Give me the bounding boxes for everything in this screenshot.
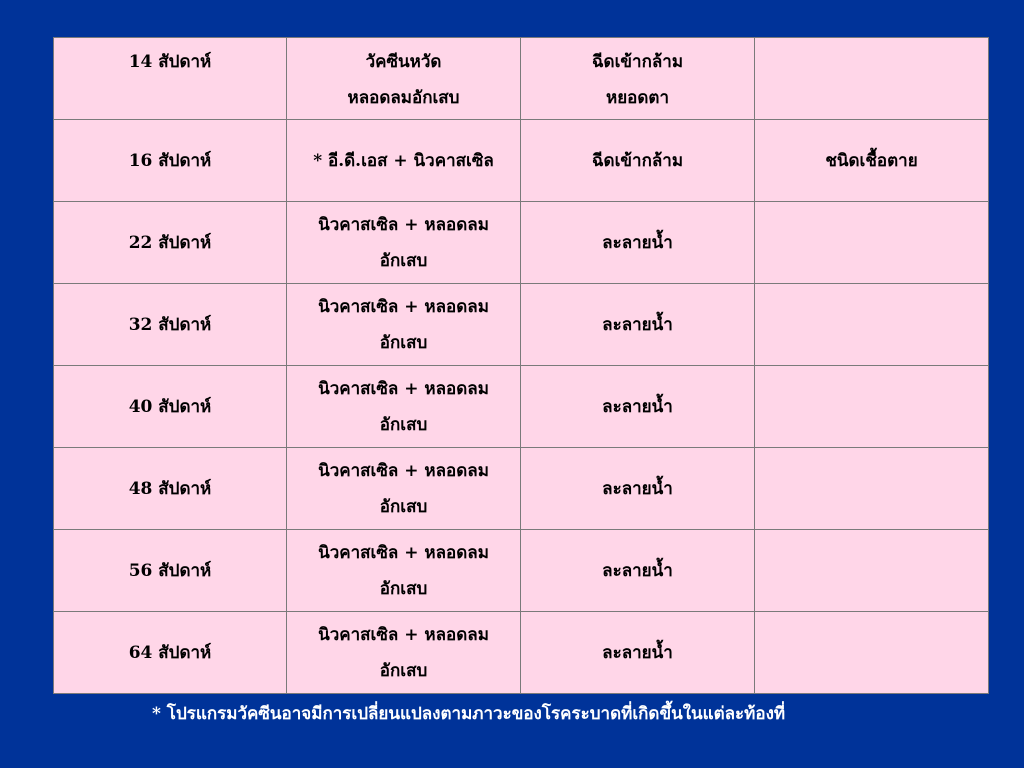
vaccine-text: นิวคาสเซิล + หลอดลม — [318, 378, 489, 399]
age-text: 64 สัปดาห์ — [128, 642, 212, 663]
vaccine-text: วัคซีนหวัด — [365, 52, 442, 72]
vaccine-text: นิวคาสเซิล + หลอดลม — [318, 542, 489, 563]
table-row — [54, 202, 989, 284]
method-cell — [521, 366, 755, 448]
method-text: ฉีดเข้ากล้าม — [591, 150, 684, 171]
footnote: * โปรแกรมวัคซีนอาจมีการเปลี่ยนแปลงตามภาวะของโรคระบาดที่เกิดขึ้นในแต่ละท้องที่ — [152, 704, 786, 724]
age-text: 16 สัปดาห์ — [128, 150, 212, 171]
age-cell — [54, 530, 287, 612]
age-text: 48 สัปดาห์ — [128, 478, 212, 499]
age-text: 14 สัปดาห์ — [128, 52, 212, 72]
method-text: หยอดตา — [605, 88, 669, 108]
method-text: ฉีดเข้ากล้าม — [591, 52, 684, 72]
vaccine-text: หลอดลมอักเสบ — [347, 88, 460, 108]
age-cell — [54, 202, 287, 284]
vaccine-cell — [287, 448, 521, 530]
vaccine-text: นิวคาสเซิล + หลอดลม — [318, 214, 489, 235]
vaccine-text: * อี.ดี.เอส + นิวคาสเซิล — [313, 150, 494, 171]
note-cell — [755, 202, 989, 284]
table-row — [54, 120, 989, 202]
age-cell — [54, 284, 287, 366]
vaccine-cell — [287, 284, 521, 366]
vaccine-text: อักเสบ — [379, 332, 428, 353]
method-cell — [521, 448, 755, 530]
method-text: ละลายน้ำ — [602, 232, 673, 253]
vaccine-cell — [287, 120, 521, 202]
note-cell — [755, 366, 989, 448]
method-text: ละลายน้ำ — [602, 642, 673, 663]
method-text: ละลายน้ำ — [602, 396, 673, 417]
table-row — [54, 530, 989, 612]
method-text: ละลายน้ำ — [602, 314, 673, 335]
method-cell — [521, 530, 755, 612]
vaccine-text: อักเสบ — [379, 414, 428, 435]
age-text: 22 สัปดาห์ — [128, 232, 212, 253]
vaccine-text: อักเสบ — [379, 578, 428, 599]
method-text: ละลายน้ำ — [602, 478, 673, 499]
vaccine-text: อักเสบ — [379, 660, 428, 681]
age-cell — [54, 448, 287, 530]
table-row — [54, 38, 989, 120]
vaccine-cell — [287, 38, 521, 120]
vaccination-schedule-table — [53, 37, 989, 694]
vaccine-text: อักเสบ — [379, 250, 428, 271]
age-cell — [54, 366, 287, 448]
method-cell — [521, 120, 755, 202]
table-row — [54, 366, 989, 448]
table-row — [54, 448, 989, 530]
note-cell — [755, 612, 989, 694]
age-text: 32 สัปดาห์ — [128, 314, 212, 335]
vaccine-text: นิวคาสเซิล + หลอดลม — [318, 296, 489, 317]
age-cell — [54, 120, 287, 202]
table-row — [54, 284, 989, 366]
age-text: 56 สัปดาห์ — [128, 560, 212, 581]
vaccine-cell — [287, 612, 521, 694]
vaccine-text: นิวคาสเซิล + หลอดลม — [318, 624, 489, 645]
note-text: ชนิดเชื้อตาย — [825, 150, 918, 171]
table-row — [54, 612, 989, 694]
note-cell — [755, 120, 989, 202]
method-cell — [521, 612, 755, 694]
vaccine-cell — [287, 530, 521, 612]
note-cell — [755, 284, 989, 366]
age-cell — [54, 612, 287, 694]
note-cell — [755, 530, 989, 612]
vaccine-text: นิวคาสเซิล + หลอดลม — [318, 460, 489, 481]
age-cell — [54, 38, 287, 120]
method-text: ละลายน้ำ — [602, 560, 673, 581]
vaccine-cell — [287, 202, 521, 284]
note-cell — [755, 448, 989, 530]
method-cell — [521, 284, 755, 366]
note-cell — [755, 38, 989, 120]
vaccine-cell — [287, 366, 521, 448]
method-cell — [521, 202, 755, 284]
age-text: 40 สัปดาห์ — [128, 396, 212, 417]
method-cell — [521, 38, 755, 120]
vaccine-text: อักเสบ — [379, 496, 428, 517]
